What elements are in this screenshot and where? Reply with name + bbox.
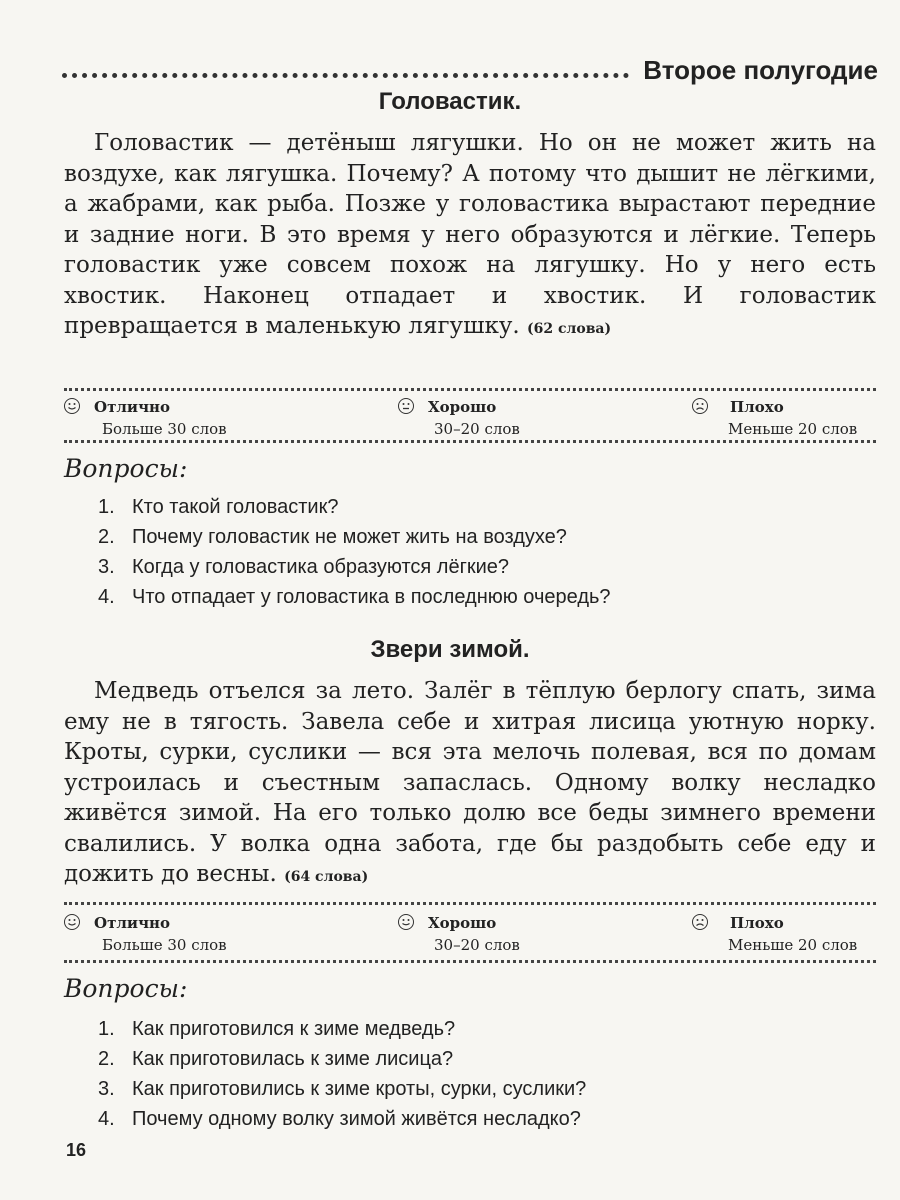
grade-desc: Меньше 20 слов xyxy=(728,420,858,438)
questions-list xyxy=(98,492,611,612)
grade-desc: Больше 30 слов xyxy=(102,936,227,954)
questions-heading: Вопросы: xyxy=(64,974,188,1003)
grade-excellent xyxy=(64,396,227,440)
grade-label: Отлично xyxy=(94,914,171,932)
question-number: 2. xyxy=(98,526,115,548)
question-item xyxy=(98,1014,586,1044)
questions-heading: Вопросы: xyxy=(64,454,188,483)
question-item xyxy=(98,1044,586,1074)
question-text: Почему одному волку зимой живётся несладко? xyxy=(132,1108,581,1130)
section-title: Второе полугодие xyxy=(643,54,878,85)
question-text: Как приготовился к зиме медведь? xyxy=(132,1018,456,1040)
section-header xyxy=(62,50,878,90)
question-number: 1. xyxy=(98,496,115,518)
page-number: 16 xyxy=(66,1140,87,1160)
grade-label: Плохо xyxy=(730,914,784,932)
question-text: Что отпадает у головастика в последнюю очередь? xyxy=(132,586,611,608)
grade-label: Хорошо xyxy=(428,398,497,416)
grade-poor xyxy=(692,912,857,956)
question-number: 1. xyxy=(98,1018,115,1040)
divider-dotted xyxy=(64,440,876,443)
sad-face-icon xyxy=(692,398,708,414)
divider-dotted xyxy=(64,902,876,905)
question-number: 2. xyxy=(98,1048,115,1070)
word-count: (64 слова) xyxy=(284,869,369,885)
story-body: Головастик — детёныш лягушки. Но он не может жить на воздухе, как лягушка. Почему? А потому что дышит не лёгкими, а жабрами, как рыба. Позже у головастика вырастают передние и задние ноги. В это время у него образуются и лёгкие. Теперь головастик уже совсем похож на лягушку. Но у него есть хвостик. Наконец отпадает и хвостик. И головастик превращается в маленькую лягушку. xyxy=(64,130,876,339)
story-body: Медведь отъелся за лето. Залёг в тёплую берлогу спать, зима ему не в тягость. Завела себе и хитрая лисица уютную норку. Кроты, сурки, суслики — вся эта мелочь полевая, вся по домам устроилась и съестным запаслась. Одному волку несладко живётся зимой. На его только долю все беды зимнего времени свалились. У волка одна забота, где бы раздобыть себе еду и дожить до весны. xyxy=(64,678,876,887)
question-text: Почему головастик не может жить на воздухе? xyxy=(132,526,567,548)
question-item xyxy=(98,522,611,552)
question-item xyxy=(98,582,611,612)
question-item xyxy=(98,1104,586,1134)
grade-label: Хорошо xyxy=(428,914,497,932)
grade-poor xyxy=(692,396,857,440)
grade-desc: Больше 30 слов xyxy=(102,420,227,438)
questions-list xyxy=(98,1014,586,1134)
grade-desc: 30–20 слов xyxy=(434,420,520,438)
question-item xyxy=(98,492,611,522)
sad-face-icon xyxy=(692,914,708,930)
question-text: Кто такой головастик? xyxy=(132,496,339,518)
grade-good xyxy=(398,912,520,956)
question-item xyxy=(98,1074,586,1104)
question-number: 3. xyxy=(98,1078,115,1100)
header-dotted-rule xyxy=(62,73,629,78)
smile-icon xyxy=(64,398,80,414)
question-text: Как приготовились к зиме кроты, сурки, суслики? xyxy=(132,1078,587,1100)
grade-desc: 30–20 слов xyxy=(434,936,520,954)
grade-desc: Меньше 20 слов xyxy=(728,936,858,954)
story-title: Звери зимой. xyxy=(370,636,530,663)
question-number: 4. xyxy=(98,586,115,608)
story-title: Головастик. xyxy=(378,88,522,115)
story-text xyxy=(64,676,876,893)
question-number: 3. xyxy=(98,556,115,578)
question-text: Когда у головастика образуются лёгкие? xyxy=(132,556,510,578)
neutral-face-icon xyxy=(398,398,414,414)
divider-dotted xyxy=(64,960,876,963)
grade-label: Плохо xyxy=(730,398,784,416)
smile-icon xyxy=(398,914,414,930)
divider-dotted xyxy=(64,388,876,391)
smile-icon xyxy=(64,914,80,930)
question-text: Как приготовилась к зиме лисица? xyxy=(132,1048,454,1070)
word-count: (62 слова) xyxy=(526,321,612,337)
grade-label: Отлично xyxy=(94,398,171,416)
story-text xyxy=(64,128,876,345)
question-item xyxy=(98,552,611,582)
question-number: 4. xyxy=(98,1108,115,1130)
grade-good xyxy=(398,396,520,440)
grade-excellent xyxy=(64,912,227,956)
